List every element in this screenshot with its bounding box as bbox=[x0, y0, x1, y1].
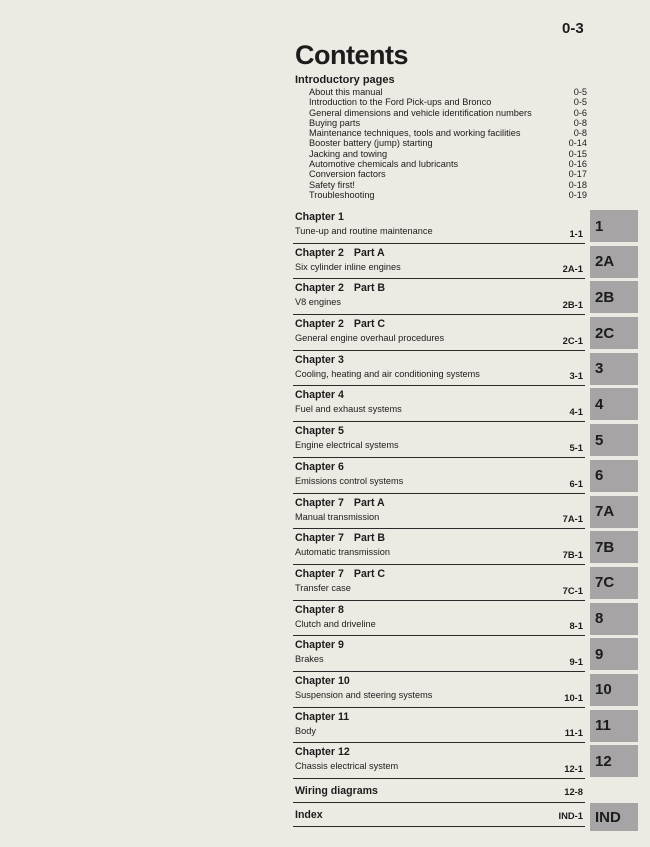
chapter-page: 2A-1 bbox=[562, 263, 583, 275]
chapter-title bbox=[295, 211, 344, 223]
chapter-entry[interactable] bbox=[293, 351, 585, 387]
intro-item-label: Troubleshooting bbox=[309, 189, 375, 200]
intro-item-page: 0-18 bbox=[568, 179, 587, 190]
chapter-subtitle: Engine electrical systems bbox=[295, 440, 399, 451]
chapter-number: Chapter 10 bbox=[295, 674, 350, 687]
tab-spacer bbox=[590, 781, 638, 805]
index-entry-label: Index bbox=[295, 809, 323, 821]
intro-item[interactable] bbox=[295, 97, 587, 107]
chapter-number: Chapter 2 bbox=[295, 282, 344, 295]
thumb-tab[interactable]: 7A bbox=[590, 496, 638, 528]
chapter-page: 5-1 bbox=[569, 441, 583, 453]
thumb-tab[interactable]: 4 bbox=[590, 388, 638, 420]
chapter-subtitle: Chassis electrical system bbox=[295, 761, 399, 772]
chapter-part: Part C bbox=[353, 318, 386, 331]
intro-item[interactable] bbox=[295, 180, 587, 190]
index-entry[interactable] bbox=[293, 803, 585, 827]
chapter-title bbox=[295, 497, 385, 509]
thumb-tab[interactable]: 7B bbox=[590, 531, 638, 563]
intro-item-label: Buying parts bbox=[309, 117, 361, 128]
intro-item[interactable] bbox=[295, 128, 587, 138]
thumb-tab[interactable]: 10 bbox=[590, 674, 638, 706]
chapter-number: Chapter 8 bbox=[295, 603, 344, 616]
chapter-subtitle: Brakes bbox=[295, 654, 324, 665]
chapter-page: 7B-1 bbox=[562, 548, 583, 560]
chapter-subtitle: Transfer case bbox=[295, 582, 351, 593]
chapter-title bbox=[295, 604, 344, 616]
chapter-subtitle: Suspension and steering systems bbox=[295, 689, 433, 700]
index-entry-page: IND-1 bbox=[558, 810, 583, 821]
chapter-title bbox=[295, 389, 344, 401]
chapter-entry[interactable] bbox=[293, 601, 585, 637]
thumb-tabs bbox=[590, 210, 638, 835]
chapter-subtitle: Automatic transmission bbox=[295, 547, 390, 558]
thumb-tab[interactable]: 8 bbox=[590, 603, 638, 635]
chapter-page: 11-1 bbox=[564, 727, 583, 739]
intro-item-label: About this manual bbox=[309, 87, 383, 97]
chapter-part: Part A bbox=[353, 246, 385, 259]
intro-item-page: 0-6 bbox=[573, 107, 587, 118]
chapter-subtitle: Body bbox=[295, 725, 316, 736]
intro-item[interactable] bbox=[295, 159, 587, 169]
intro-item[interactable] bbox=[295, 108, 587, 118]
chapter-number: Chapter 9 bbox=[295, 639, 344, 652]
thumb-tab[interactable]: 11 bbox=[590, 710, 638, 742]
chapter-entry[interactable] bbox=[293, 743, 585, 779]
chapter-subtitle: Cooling, heating and air conditioning systems bbox=[295, 368, 480, 379]
chapter-entry[interactable] bbox=[293, 244, 585, 280]
chapter-title bbox=[295, 247, 385, 259]
intro-item-page: 0-8 bbox=[573, 128, 587, 139]
intro-item-page: 0-8 bbox=[573, 117, 587, 128]
chapter-entry[interactable] bbox=[293, 422, 585, 458]
chapter-subtitle: Clutch and driveline bbox=[295, 618, 376, 629]
chapter-part: Part B bbox=[353, 532, 386, 545]
chapter-entry[interactable] bbox=[293, 279, 585, 315]
thumb-tab[interactable]: 12 bbox=[590, 745, 638, 777]
intro-item[interactable] bbox=[295, 138, 587, 148]
chapter-entry[interactable] bbox=[293, 565, 585, 601]
chapter-part: Part B bbox=[353, 282, 386, 295]
chapter-title bbox=[295, 318, 385, 330]
chapter-title bbox=[295, 711, 349, 723]
intro-item-page: 0-16 bbox=[568, 159, 587, 170]
intro-item[interactable] bbox=[295, 169, 587, 179]
thumb-tab[interactable]: 1 bbox=[590, 210, 638, 242]
intro-item-page: 0-15 bbox=[568, 148, 587, 159]
chapter-title bbox=[295, 532, 385, 544]
chapter-title bbox=[295, 639, 344, 651]
thumb-tab[interactable]: 5 bbox=[590, 424, 638, 456]
thumb-tab-index[interactable]: IND bbox=[590, 803, 638, 831]
introductory-list bbox=[295, 87, 587, 200]
chapter-subtitle: General engine overhaul procedures bbox=[295, 333, 445, 344]
intro-item-label: Maintenance techniques, tools and working facilities bbox=[309, 128, 521, 139]
chapter-title bbox=[295, 354, 344, 366]
chapter-number: Chapter 7 bbox=[295, 496, 344, 509]
chapter-subtitle: Manual transmission bbox=[295, 511, 380, 522]
chapter-number: Chapter 4 bbox=[295, 389, 344, 402]
introductory-section bbox=[295, 74, 587, 200]
intro-item-label: Conversion factors bbox=[309, 169, 386, 180]
chapter-number: Chapter 6 bbox=[295, 460, 344, 473]
intro-item-page: 0-5 bbox=[573, 87, 587, 97]
chapter-page: 9-1 bbox=[569, 655, 583, 667]
wiring-entry-label: Wiring diagrams bbox=[295, 785, 378, 797]
page-title: Contents bbox=[295, 40, 408, 70]
chapter-entry[interactable] bbox=[293, 672, 585, 708]
intro-item-label: Automotive chemicals and lubricants bbox=[309, 159, 459, 170]
intro-item[interactable] bbox=[295, 190, 587, 200]
chapter-entry[interactable] bbox=[293, 386, 585, 422]
wiring-entry[interactable] bbox=[293, 779, 585, 803]
chapter-part: Part A bbox=[353, 496, 385, 509]
chapter-page: 10-1 bbox=[564, 691, 583, 703]
chapter-entry[interactable] bbox=[293, 458, 585, 494]
intro-item-page: 0-17 bbox=[568, 169, 587, 180]
chapter-list bbox=[293, 208, 585, 827]
chapter-page: 12-1 bbox=[564, 763, 583, 774]
thumb-tab[interactable]: 2A bbox=[590, 246, 638, 278]
chapter-page: 3-1 bbox=[569, 370, 583, 382]
intro-item-label: Introduction to the Ford Pick-ups and Bronco bbox=[309, 97, 492, 108]
chapter-title bbox=[295, 568, 385, 580]
chapter-subtitle: Tune-up and routine maintenance bbox=[295, 226, 433, 236]
thumb-tab[interactable]: 3 bbox=[590, 353, 638, 385]
chapter-page: 8-1 bbox=[569, 620, 583, 632]
chapter-title bbox=[295, 675, 350, 687]
thumb-tab[interactable]: 7C bbox=[590, 567, 638, 599]
chapter-number: Chapter 12 bbox=[295, 746, 350, 759]
chapter-title bbox=[295, 746, 350, 758]
thumb-tab[interactable]: 6 bbox=[590, 460, 638, 492]
chapter-title bbox=[295, 425, 344, 437]
thumb-tab[interactable]: 9 bbox=[590, 638, 638, 670]
chapter-page: 2C-1 bbox=[562, 334, 583, 346]
chapter-number: Chapter 2 bbox=[295, 246, 344, 259]
chapter-number: Chapter 11 bbox=[295, 710, 350, 723]
chapter-entry[interactable] bbox=[293, 208, 585, 244]
intro-item-label: General dimensions and vehicle identification numbers bbox=[309, 107, 532, 118]
chapter-number: Chapter 5 bbox=[295, 425, 344, 438]
chapter-title bbox=[295, 282, 385, 294]
wiring-entry-page: 12-8 bbox=[564, 786, 583, 797]
intro-item[interactable] bbox=[295, 87, 587, 97]
chapter-entry[interactable] bbox=[293, 636, 585, 672]
chapter-page: 7A-1 bbox=[562, 513, 583, 525]
thumb-tab[interactable]: 2B bbox=[590, 281, 638, 313]
chapter-page: 7C-1 bbox=[562, 584, 583, 596]
chapter-number: Chapter 7 bbox=[295, 567, 344, 580]
intro-item-label: Safety first! bbox=[309, 179, 355, 190]
chapter-page: 1-1 bbox=[569, 227, 583, 239]
intro-item-label: Jacking and towing bbox=[309, 148, 388, 159]
thumb-tab[interactable]: 2C bbox=[590, 317, 638, 349]
intro-item-page: 0-19 bbox=[568, 189, 587, 200]
chapter-subtitle: Six cylinder inline engines bbox=[295, 261, 401, 272]
chapter-entry[interactable] bbox=[293, 494, 585, 530]
chapter-part: Part C bbox=[353, 567, 386, 580]
intro-item[interactable] bbox=[295, 118, 587, 128]
chapter-subtitle: V8 engines bbox=[295, 297, 341, 308]
chapter-subtitle: Emissions control systems bbox=[295, 475, 404, 486]
chapter-page: 4-1 bbox=[569, 406, 583, 418]
chapter-entry[interactable] bbox=[293, 708, 585, 744]
chapter-number: Chapter 2 bbox=[295, 318, 344, 331]
page-number: 0-3 bbox=[562, 20, 584, 37]
intro-item-page: 0-5 bbox=[573, 97, 587, 108]
chapter-entry[interactable] bbox=[293, 529, 585, 565]
intro-item-label: Booster battery (jump) starting bbox=[309, 138, 433, 149]
intro-item[interactable] bbox=[295, 149, 587, 159]
chapter-page: 6-1 bbox=[569, 477, 583, 489]
chapter-number: Chapter 7 bbox=[295, 532, 344, 545]
introductory-heading: Introductory pages bbox=[295, 74, 395, 86]
chapter-entry[interactable] bbox=[293, 315, 585, 351]
chapter-title bbox=[295, 461, 344, 473]
chapter-number: Chapter 1 bbox=[295, 211, 344, 223]
chapter-number: Chapter 3 bbox=[295, 353, 344, 366]
chapter-subtitle: Fuel and exhaust systems bbox=[295, 404, 402, 415]
intro-item-page: 0-14 bbox=[568, 138, 587, 149]
chapter-page: 2B-1 bbox=[562, 299, 583, 311]
